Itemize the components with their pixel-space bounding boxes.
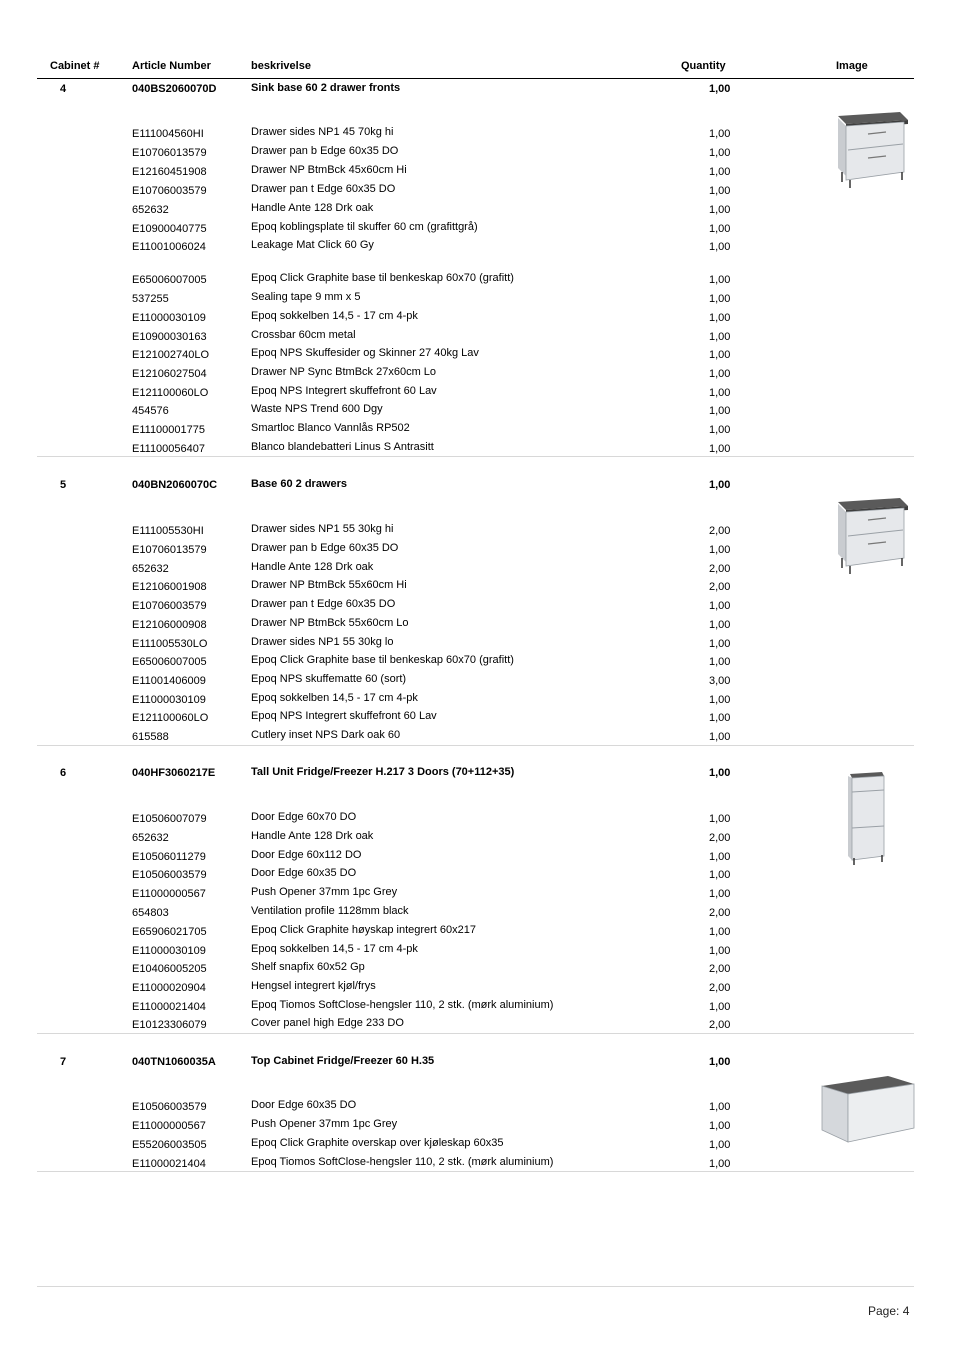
- item-quantity: 1,00: [709, 1101, 731, 1113]
- item-description: Epoq Tiomos SoftClose-hengsler 110, 2 stk. (mørk aluminium): [251, 1156, 554, 1168]
- item-description: Epoq NPS Skuffesider og Skinner 27 40kg Lav: [251, 347, 479, 359]
- item-quantity: 1,00: [709, 185, 731, 197]
- cabinet-article-number: 040BS2060070D: [132, 83, 217, 95]
- item-description: Drawer sides NP1 55 30kg hi: [251, 523, 394, 535]
- cabinet-number: 6: [60, 767, 67, 779]
- page-number: Page: 4: [868, 1304, 910, 1318]
- cabinet-quantity: 1,00: [709, 767, 731, 779]
- item-description: Cutlery inset NPS Dark oak 60: [251, 729, 401, 741]
- item-quantity: 1,00: [709, 443, 731, 455]
- item-description: Epoq Click Graphite overskap over kjøleskap 60x35: [251, 1137, 504, 1149]
- item-quantity: 2,00: [709, 1019, 731, 1031]
- item-article-number: E10406005205: [132, 963, 207, 975]
- cabinet-separator: [37, 745, 914, 746]
- item-description: Smartloc Blanco Vannlås RP502: [251, 422, 410, 434]
- item-quantity: 1,00: [709, 638, 731, 650]
- item-quantity: 1,00: [709, 888, 731, 900]
- item-description: Epoq koblingsplate til skuffer 60 cm (grafittgrå): [251, 221, 478, 233]
- item-quantity: 1,00: [709, 1139, 731, 1151]
- item-description: Epoq Click Graphite høyskap integrert 60x217: [251, 924, 477, 936]
- cabinet-article-number: 040HF3060217E: [132, 767, 216, 779]
- item-quantity: 1,00: [709, 293, 731, 305]
- item-quantity: 2,00: [709, 907, 731, 919]
- item-article-number: 652632: [132, 563, 169, 575]
- cabinet-number: 4: [60, 83, 67, 95]
- item-article-number: E121100060LO: [132, 712, 209, 724]
- item-article-number: E12106001908: [132, 581, 207, 593]
- item-description: Epoq NPS Integrert skuffefront 60 Lav: [251, 385, 437, 397]
- item-article-number: E11001006024: [132, 241, 206, 253]
- item-description: Drawer NP Sync BtmBck 27x60cm Lo: [251, 366, 437, 378]
- item-article-number: E10706013579: [132, 544, 207, 556]
- item-quantity: 1,00: [709, 274, 731, 286]
- item-article-number: E10706013579: [132, 147, 207, 159]
- item-description: Door Edge 60x70 DO: [251, 811, 357, 823]
- item-article-number: E111005530LO: [132, 638, 208, 650]
- drawer-base-cabinet-icon: [828, 496, 910, 582]
- cabinet-quantity: 1,00: [709, 83, 731, 95]
- item-quantity: 1,00: [709, 223, 731, 235]
- cabinet-quantity: 1,00: [709, 479, 731, 491]
- item-description: Epoq sokkelben 14,5 - 17 cm 4-pk: [251, 310, 418, 322]
- item-description: Crossbar 60cm metal: [251, 329, 356, 341]
- cabinet-separator: [37, 1171, 914, 1172]
- top-cabinet-icon: [818, 1072, 916, 1146]
- item-article-number: E11000021404: [132, 1001, 206, 1013]
- item-description: Drawer pan b Edge 60x35 DO: [251, 145, 399, 157]
- item-quantity: 1,00: [709, 128, 731, 140]
- item-quantity: 1,00: [709, 600, 731, 612]
- item-quantity: 2,00: [709, 581, 731, 593]
- item-quantity: 1,00: [709, 694, 731, 706]
- item-quantity: 1,00: [709, 331, 731, 343]
- item-quantity: 1,00: [709, 1120, 731, 1132]
- item-quantity: 1,00: [709, 731, 731, 743]
- cabinet-article-number: 040TN1060035A: [132, 1056, 216, 1068]
- item-description: Drawer NP BtmBck 45x60cm Hi: [251, 164, 407, 176]
- footer-rule: [37, 1286, 914, 1287]
- item-article-number: E10506011279: [132, 851, 206, 863]
- item-article-number: E11000030109: [132, 694, 206, 706]
- item-article-number: 454576: [132, 405, 169, 417]
- item-article-number: E11000000567: [132, 888, 206, 900]
- item-article-number: 654803: [132, 907, 169, 919]
- cabinet-description: Base 60 2 drawers: [251, 478, 348, 490]
- item-quantity: 1,00: [709, 945, 731, 957]
- item-article-number: E111005530HI: [132, 525, 204, 537]
- header-article: Article Number: [132, 60, 211, 72]
- item-article-number: E111004560HI: [132, 128, 204, 140]
- item-quantity: 1,00: [709, 368, 731, 380]
- item-quantity: 1,00: [709, 619, 731, 631]
- header-description: beskrivelse: [251, 60, 311, 72]
- item-article-number: 537255: [132, 293, 169, 305]
- item-article-number: E10506007079: [132, 813, 207, 825]
- item-quantity: 2,00: [709, 525, 731, 537]
- item-description: Drawer sides NP1 45 70kg hi: [251, 126, 394, 138]
- item-description: Handle Ante 128 Drk oak: [251, 202, 374, 214]
- item-quantity: 2,00: [709, 832, 731, 844]
- item-quantity: 1,00: [709, 405, 731, 417]
- item-description: Handle Ante 128 Drk oak: [251, 830, 374, 842]
- item-article-number: E121100060LO: [132, 387, 209, 399]
- item-article-number: E11100056407: [132, 443, 205, 455]
- item-description: Drawer pan t Edge 60x35 DO: [251, 598, 396, 610]
- item-quantity: 2,00: [709, 963, 731, 975]
- item-quantity: 1,00: [709, 1001, 731, 1013]
- cabinet-number: 7: [60, 1056, 67, 1068]
- item-quantity: 1,00: [709, 813, 731, 825]
- item-description: Drawer pan b Edge 60x35 DO: [251, 542, 399, 554]
- item-quantity: 1,00: [709, 312, 731, 324]
- cabinet-number: 5: [60, 479, 67, 491]
- item-description: Ventilation profile 1128mm black: [251, 905, 409, 917]
- item-description: Cover panel high Edge 233 DO: [251, 1017, 404, 1029]
- item-description: Epoq Click Graphite base til benkeskap 60x70 (grafitt): [251, 654, 514, 666]
- item-quantity: 2,00: [709, 563, 731, 575]
- item-quantity: 1,00: [709, 424, 731, 436]
- item-article-number: 652632: [132, 832, 169, 844]
- item-description: Sealing tape 9 mm x 5: [251, 291, 361, 303]
- cabinet-article-number: 040BN2060070C: [132, 479, 218, 491]
- item-article-number: E10900030163: [132, 331, 207, 343]
- item-article-number: E11100001775: [132, 424, 205, 436]
- item-article-number: E10506003579: [132, 1101, 207, 1113]
- item-description: Drawer NP BtmBck 55x60cm Hi: [251, 579, 407, 591]
- item-quantity: 1,00: [709, 712, 731, 724]
- item-article-number: E55206003505: [132, 1139, 207, 1151]
- item-article-number: E10706003579: [132, 185, 207, 197]
- item-article-number: E10900040775: [132, 223, 207, 235]
- item-article-number: E10123306079: [132, 1019, 207, 1031]
- item-article-number: E11001406009: [132, 675, 206, 687]
- header-rule: [37, 78, 914, 79]
- item-description: Drawer pan t Edge 60x35 DO: [251, 183, 396, 195]
- item-quantity: 2,00: [709, 982, 731, 994]
- item-description: Epoq Click Graphite base til benkeskap 60x70 (grafitt): [251, 272, 514, 284]
- item-description: Epoq Tiomos SoftClose-hengsler 110, 2 stk. (mørk aluminium): [251, 999, 554, 1011]
- cabinet-description: Tall Unit Fridge/Freezer H.217 3 Doors (70+112+35): [251, 766, 515, 778]
- item-quantity: 1,00: [709, 926, 731, 938]
- item-quantity: 1,00: [709, 387, 731, 399]
- item-description: Push Opener 37mm 1pc Grey: [251, 886, 398, 898]
- item-article-number: E11000020904: [132, 982, 206, 994]
- item-quantity: 1,00: [709, 204, 731, 216]
- item-description: Epoq NPS Integrert skuffefront 60 Lav: [251, 710, 437, 722]
- item-article-number: E10506003579: [132, 869, 207, 881]
- cabinet-separator: [37, 1033, 914, 1034]
- item-quantity: 1,00: [709, 869, 731, 881]
- item-article-number: E12160451908: [132, 166, 207, 178]
- item-description: Shelf snapfix 60x52 Gp: [251, 961, 365, 973]
- item-description: Epoq sokkelben 14,5 - 17 cm 4-pk: [251, 692, 418, 704]
- item-description: Handle Ante 128 Drk oak: [251, 561, 374, 573]
- header-quantity: Quantity: [681, 60, 726, 72]
- item-quantity: 1,00: [709, 241, 731, 253]
- tall-cabinet-icon: [842, 770, 890, 866]
- item-article-number: E121002740LO: [132, 349, 210, 361]
- item-article-number: E11000030109: [132, 945, 206, 957]
- cabinet-description: Sink base 60 2 drawer fronts: [251, 82, 401, 94]
- item-article-number: 652632: [132, 204, 169, 216]
- item-quantity: 1,00: [709, 544, 731, 556]
- cabinet-description: Top Cabinet Fridge/Freezer 60 H.35: [251, 1055, 435, 1067]
- item-description: Door Edge 60x35 DO: [251, 1099, 357, 1111]
- item-quantity: 1,00: [709, 166, 731, 178]
- item-quantity: 1,00: [709, 656, 731, 668]
- item-description: Epoq NPS skuffematte 60 (sort): [251, 673, 407, 685]
- item-description: Push Opener 37mm 1pc Grey: [251, 1118, 398, 1130]
- item-description: Drawer NP BtmBck 55x60cm Lo: [251, 617, 409, 629]
- item-article-number: E65006007005: [132, 274, 207, 286]
- cabinet-separator: [37, 456, 914, 457]
- item-description: Door Edge 60x35 DO: [251, 867, 357, 879]
- item-description: Blanco blandebatteri Linus S Antrasitt: [251, 441, 434, 453]
- item-article-number: E12106027504: [132, 368, 207, 380]
- item-description: Drawer sides NP1 55 30kg lo: [251, 636, 394, 648]
- item-quantity: 1,00: [709, 147, 731, 159]
- item-quantity: 1,00: [709, 349, 731, 361]
- cabinet-quantity: 1,00: [709, 1056, 731, 1068]
- item-article-number: 615588: [132, 731, 169, 743]
- header-cabinet: Cabinet #: [50, 60, 100, 72]
- item-article-number: E11000021404: [132, 1158, 206, 1170]
- item-description: Hengsel integrert kjøl/frys: [251, 980, 376, 992]
- item-description: Waste NPS Trend 600 Dgy: [251, 403, 383, 415]
- item-article-number: E11000000567: [132, 1120, 206, 1132]
- item-article-number: E12106000908: [132, 619, 207, 631]
- item-description: Leakage Mat Click 60 Gy: [251, 239, 374, 251]
- item-article-number: E10706003579: [132, 600, 207, 612]
- item-article-number: E65006007005: [132, 656, 207, 668]
- item-quantity: 1,00: [709, 851, 731, 863]
- item-article-number: E11000030109: [132, 312, 206, 324]
- item-quantity: 1,00: [709, 1158, 731, 1170]
- item-quantity: 3,00: [709, 675, 731, 687]
- item-description: Door Edge 60x112 DO: [251, 849, 362, 861]
- drawer-base-cabinet-icon: [828, 110, 910, 190]
- header-image: Image: [836, 60, 868, 72]
- item-description: Epoq sokkelben 14,5 - 17 cm 4-pk: [251, 943, 418, 955]
- item-article-number: E65906021705: [132, 926, 207, 938]
